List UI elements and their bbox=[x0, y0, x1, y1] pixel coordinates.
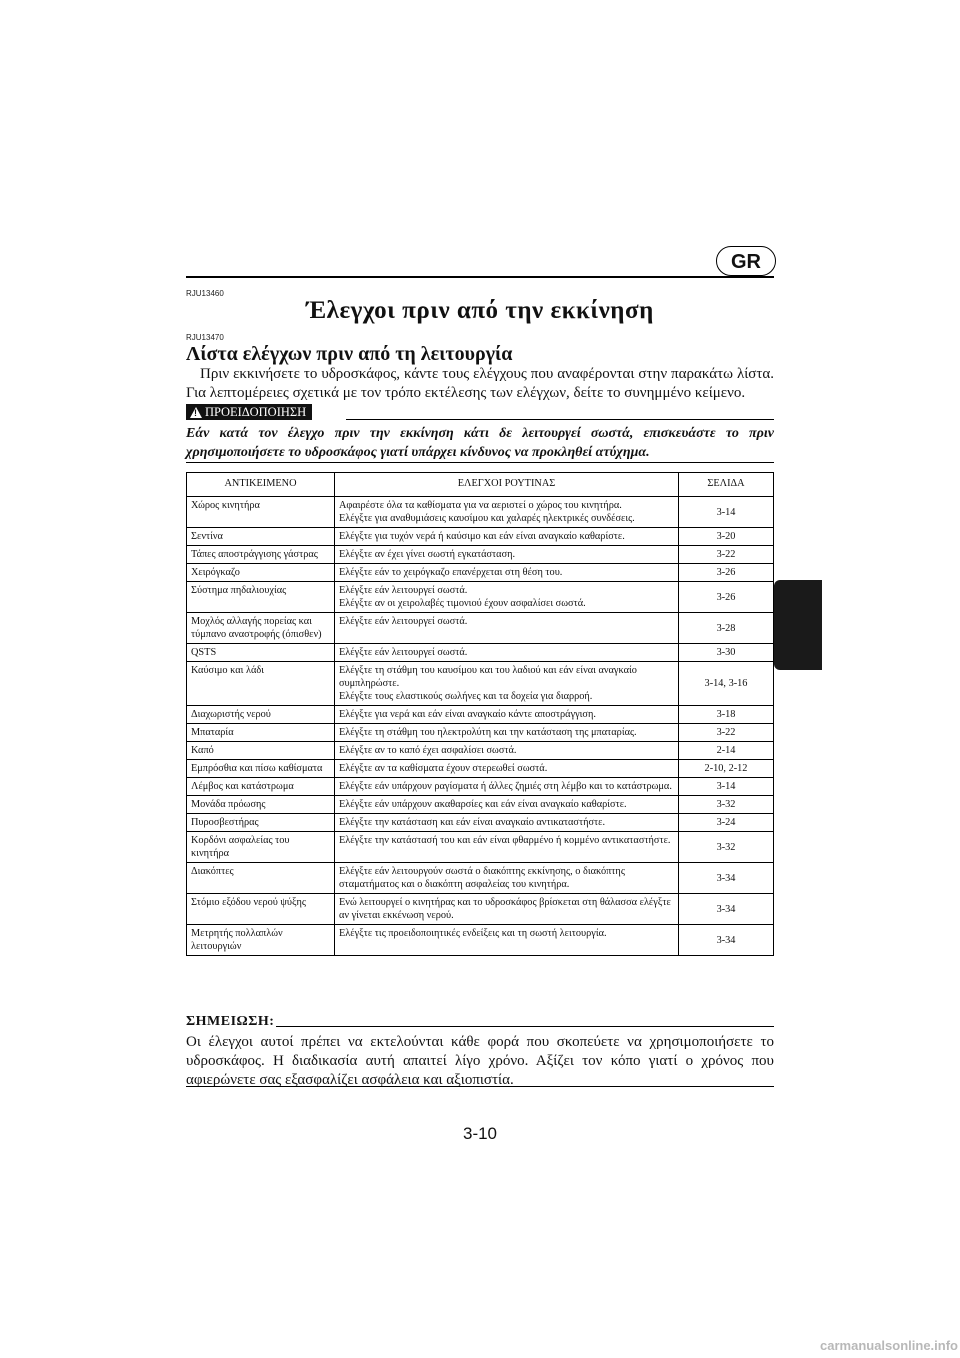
row-page-cell: 3-14 bbox=[679, 497, 774, 528]
row-check-cell: Ελέγξτε αν τα καθίσματα έχουν στερεωθεί σωστά. bbox=[335, 760, 679, 778]
row-check-cell: Ελέγξτε για νερά και εάν είναι αναγκαίο κάντε αποστράγγιση. bbox=[335, 706, 679, 724]
row-item-cell: Μετρητής πολλαπλών λειτουργιών bbox=[187, 925, 335, 956]
row-page-cell: 3-32 bbox=[679, 796, 774, 814]
row-item-cell: Εμπρόσθια και πίσω καθίσματα bbox=[187, 760, 335, 778]
row-item-cell: Μπαταρία bbox=[187, 724, 335, 742]
note-bottom-divider bbox=[186, 1086, 774, 1087]
note-label: ΣΗΜΕΙΩΣΗ: bbox=[186, 1014, 275, 1029]
row-item-cell: Μοχλός αλλαγής πορείας και τύμπανο αναστροφής (όπισθεν) bbox=[187, 613, 335, 644]
row-check-cell: Ελέγξτε εάν υπάρχουν ακαθαρσίες και εάν είναι αναγκαίο καθαρίστε. bbox=[335, 796, 679, 814]
row-page-cell: 3-26 bbox=[679, 582, 774, 613]
table-row bbox=[187, 724, 774, 742]
row-check-cell: Ελέγξτε εάν λειτουργεί σωστά. bbox=[335, 644, 679, 662]
page-number: 3-10 bbox=[462, 1124, 498, 1143]
row-item-cell: Τάπες αποστράγγισης γάστρας bbox=[187, 546, 335, 564]
row-item-cell: Στόμιο εξόδου νερού ψύξης bbox=[187, 894, 335, 925]
header-page: ΣΕΛΙΔΑ bbox=[679, 473, 774, 497]
title-reference-code: RJU13460 bbox=[186, 289, 224, 298]
table-row bbox=[187, 760, 774, 778]
row-item-cell: Καύσιμο και λάδι bbox=[187, 662, 335, 706]
table-row bbox=[187, 662, 774, 706]
row-check-cell: Ελέγξτε τη στάθμη του ηλεκτρολύτη και την κατάσταση της μπαταρίας. bbox=[335, 724, 679, 742]
table-row bbox=[187, 742, 774, 760]
warning-label bbox=[186, 404, 312, 420]
row-item-cell: Κορδόνι ασφαλείας του κινητήρα bbox=[187, 832, 335, 863]
row-check-cell: Αφαιρέστε όλα τα καθίσματα για να αεριστεί ο χώρος του κινητήρα. Ελέγξτε για αναθυμιάσεις καυσίμου και χαλαρές ηλεκτρικές συνδέσεις. bbox=[335, 497, 679, 528]
pre-operation-checklist-table bbox=[186, 472, 774, 956]
row-check-cell: Ελέγξτε εάν λειτουργεί σωστά. bbox=[335, 613, 679, 644]
table-row bbox=[187, 546, 774, 564]
row-check-cell: Ελέγξτε αν το καπό έχει ασφαλίσει σωστά. bbox=[335, 742, 679, 760]
row-page-cell: 3-34 bbox=[679, 863, 774, 894]
row-page-cell: 3-26 bbox=[679, 564, 774, 582]
table-row bbox=[187, 644, 774, 662]
row-page-cell: 3-30 bbox=[679, 644, 774, 662]
row-item-cell: Πυροσβεστήρας bbox=[187, 814, 335, 832]
row-page-cell: 3-20 bbox=[679, 528, 774, 546]
header-item: ΑΝΤΙΚΕΙΜΕΝΟ bbox=[187, 473, 335, 497]
row-item-cell: QSTS bbox=[187, 644, 335, 662]
row-item-cell: Λέμβος και κατάστρωμα bbox=[187, 778, 335, 796]
row-page-cell: 3-14 bbox=[679, 778, 774, 796]
table-row bbox=[187, 925, 774, 956]
warning-triangle-icon bbox=[190, 407, 202, 418]
row-item-cell: Σύστημα πηδαλιουχίας bbox=[187, 582, 335, 613]
table-row bbox=[187, 706, 774, 724]
row-page-cell: 3-22 bbox=[679, 546, 774, 564]
table-row bbox=[187, 613, 774, 644]
warning-divider bbox=[346, 419, 774, 420]
row-item-cell: Διακόπτες bbox=[187, 863, 335, 894]
row-page-cell: 3-24 bbox=[679, 814, 774, 832]
header-routine-checks: ΕΛΕΓΧΟΙ ΡΟΥΤΙΝΑΣ bbox=[335, 473, 679, 497]
row-check-cell: Ενώ λειτουργεί ο κινητήρας και το υδροσκάφος βρίσκεται στη θάλασσα ελέγξτε αν γίνεται εκκένωση νερού. bbox=[335, 894, 679, 925]
row-page-cell: 3-34 bbox=[679, 925, 774, 956]
language-badge: GR bbox=[716, 246, 776, 276]
note-divider bbox=[276, 1026, 774, 1027]
row-page-cell: 3-28 bbox=[679, 613, 774, 644]
table-body bbox=[187, 497, 774, 956]
row-check-cell: Ελέγξτε αν έχει γίνει σωστή εγκατάσταση. bbox=[335, 546, 679, 564]
row-check-cell: Ελέγξτε εάν λειτουργούν σωστά ο διακόπτης εκκίνησης, ο διακόπτης σταματήματος και ο διακόπτη ασφαλείας του κινητήρα. bbox=[335, 863, 679, 894]
row-check-cell: Ελέγξτε τη στάθμη του καυσίμου και του λαδιού και εάν είναι αναγκαίο συμπληρώστε. Ελέγξτε τους ελαστικούς σωλήνες και τα δοχεία για διαρροή. bbox=[335, 662, 679, 706]
row-item-cell: Χώρος κινητήρα bbox=[187, 497, 335, 528]
row-check-cell: Ελέγξτε τις προειδοποιητικές ενδείξεις και τη σωστή λειτουργία. bbox=[335, 925, 679, 956]
row-page-cell: 3-32 bbox=[679, 832, 774, 863]
row-check-cell: Ελέγξτε την κατάστασή του και εάν είναι φθαρμένο ή κομμένο αντικαταστήστε. bbox=[335, 832, 679, 863]
row-page-cell: 3-34 bbox=[679, 894, 774, 925]
row-page-cell: 2-14 bbox=[679, 742, 774, 760]
warning-label-text: ΠΡΟΕΙΔΟΠΟΙΗΣΗ bbox=[205, 405, 307, 419]
table-row bbox=[187, 863, 774, 894]
table-row bbox=[187, 564, 774, 582]
row-check-cell: Ελέγξτε την κατάσταση και εάν είναι αναγκαίο αντικαταστήστε. bbox=[335, 814, 679, 832]
intro-paragraph: Πριν εκκινήσετε το υδροσκάφος, κάντε τους ελέγχους που αναφέρονται στην παρακάτω λίστα. Για λεπτομέρειες σχετικά με τον τρόπο εκτέλεσης των ελέγχων, δείτε το συνημμένο κείμενο. bbox=[186, 366, 774, 401]
row-check-cell: Ελέγξτε εάν λειτουργεί σωστά. Ελέγξτε αν οι χειρολαβές τιμονιού έχουν ασφαλίσει σωστά. bbox=[335, 582, 679, 613]
row-check-cell: Ελέγξτε εάν το χειρόγκαζο επανέρχεται στη θέση του. bbox=[335, 564, 679, 582]
section-reference-code: RJU13470 bbox=[186, 333, 224, 342]
row-item-cell: Καπό bbox=[187, 742, 335, 760]
warning-bottom-divider bbox=[186, 462, 774, 463]
row-check-cell: Ελέγξτε για τυχόν νερά ή καύσιμο και εάν είναι αναγκαίο καθαρίστε. bbox=[335, 528, 679, 546]
section-title: Λίστα ελέγχων πριν από τη λειτουργία bbox=[186, 343, 513, 365]
row-page-cell: 3-18 bbox=[679, 706, 774, 724]
row-item-cell: Χειρόγκαζο bbox=[187, 564, 335, 582]
page-title: Έλεγχοι πριν από την εκκίνηση bbox=[306, 297, 654, 324]
table-row bbox=[187, 528, 774, 546]
row-page-cell: 2-10, 2-12 bbox=[679, 760, 774, 778]
warning-text: Εάν κατά τον έλεγχο πριν την εκκίνηση κάτι δε λειτουργεί σωστά, επισκευάστε το πριν χρησιμοποιήσετε το υδροσκάφος γιατί υπάρχει κίνδυνος να προκληθεί ατύχημα. bbox=[186, 426, 774, 460]
row-page-cell: 3-22 bbox=[679, 724, 774, 742]
table-header-row bbox=[187, 473, 774, 497]
row-item-cell: Σεντίνα bbox=[187, 528, 335, 546]
chapter-side-tab bbox=[774, 580, 822, 670]
table-row bbox=[187, 814, 774, 832]
table-row bbox=[187, 582, 774, 613]
note-text: Οι έλεγχοι αυτοί πρέπει να εκτελούνται κάθε φορά που σκοπεύετε να χρησιμοποιήσετε το υδροσκάφος. Η διαδικασία αυτή απαιτεί λίγο χρόνο. Αξίζει τον κόπο γιατί ο χρόνος που αφιερώνετε σας εξασφαλίζει ασφάλεια και αξιοπιστία. bbox=[186, 1034, 774, 1088]
top-divider bbox=[186, 276, 774, 278]
row-check-cell: Ελέγξτε εάν υπάρχουν ραγίσματα ή άλλες ζημιές στη λέμβο και το κατάστρωμα. bbox=[335, 778, 679, 796]
table-row bbox=[187, 894, 774, 925]
table-row bbox=[187, 832, 774, 863]
row-item-cell: Μονάδα πρόωσης bbox=[187, 796, 335, 814]
watermark: carmanualsonline.info bbox=[820, 1338, 958, 1353]
row-page-cell: 3-14, 3-16 bbox=[679, 662, 774, 706]
table-row bbox=[187, 796, 774, 814]
table-row bbox=[187, 778, 774, 796]
table-row bbox=[187, 497, 774, 528]
row-item-cell: Διαχωριστής νερού bbox=[187, 706, 335, 724]
